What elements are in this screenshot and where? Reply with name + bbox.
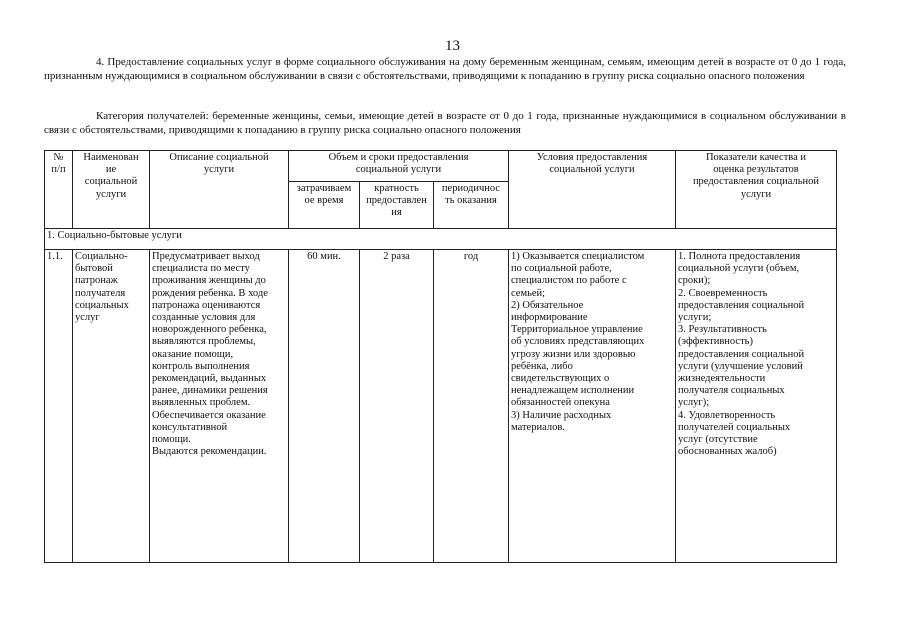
header-quality: Показатели качества и оценка результатов предоставления социальной услуги — [676, 151, 837, 229]
table-row — [45, 250, 837, 563]
header-time: затрачиваем ое время — [289, 182, 360, 229]
row-conditions: 1) Оказывается специалистом по социальной работе, специалистом по работе с семьей; 2) Обязательное информирование Территориальное управление об условиях представляющих угрозу жизни или здоровью ребёнка, либо свидетельствующих о ненадлежащем исполнении обязанностей опекуна 3) Наличие расходных материалов. — [509, 250, 676, 563]
row-frequency: 2 раза — [360, 250, 434, 563]
section-row — [45, 229, 837, 250]
header-frequency: кратность предоставлен ия — [360, 182, 434, 229]
row-quality: 1. Полнота предоставления социальной услуги (объем, сроки); 2. Своевременность предоставления социальной услуги; 3. Результативность (эффективность) предоставления социальной услуги (улучшение условий жизнедеятельности получателя социальных услуг); 4. Удовлетворенность получателей социальных услуг (отсутствие обоснованных жалоб) — [676, 250, 837, 563]
row-description: Предусматривает выход специалиста по месту проживания женщины до рождения ребенка. В ходе патронажа оцениваются созданные условия для новорожденного ребенка, выявляются проблемы, оказание помощи, контроль выполнения рекомендаций, выданных ранее, динамики решения выявленных проблем. Обеспечивается оказание консультативной помощи. Выдаются рекомендации. — [150, 250, 289, 563]
row-num: 1.1. — [45, 250, 73, 563]
services-table — [44, 150, 837, 563]
section-title: 1. Социально-бытовые услуги — [45, 229, 837, 250]
recipient-category-paragraph: Категория получателей: беременные женщины, семьи, имеющие детей в возрасте от 0 до 1 года, признанные нуждающимися в социальном обслуживании в связи с обстоятельствами, приводящими к попаданию в группу риска социально опасного положения — [44, 110, 846, 136]
header-volume-terms: Объем и сроки предоставления социальной услуги — [289, 151, 509, 182]
header-description: Описание социальной услуги — [150, 151, 289, 229]
section-heading-paragraph: 4. Предоставление социальных услуг в форме социального обслуживания на дому беременным женщинам, семьям, имеющим детей в возрасте от 0 до 1 года, признанным нуждающимися в социальном обслуживании в связи с обстоятельствами, приводящими к попаданию в группу риска социально опасного положения — [44, 56, 846, 82]
header-conditions: Условия предоставления социальной услуги — [509, 151, 676, 229]
row-service-name: Социально- бытовой патронаж получателя социальных услуг — [73, 250, 150, 563]
header-num: № п/п — [45, 151, 73, 229]
header-service-name: Наименован ие социальной услуги — [73, 151, 150, 229]
row-periodicity: год — [434, 250, 509, 563]
page-number: 13 — [445, 38, 460, 54]
header-row-1 — [45, 151, 837, 182]
header-periodicity: периодичнос ть оказания — [434, 182, 509, 229]
row-time: 60 мин. — [289, 250, 360, 563]
